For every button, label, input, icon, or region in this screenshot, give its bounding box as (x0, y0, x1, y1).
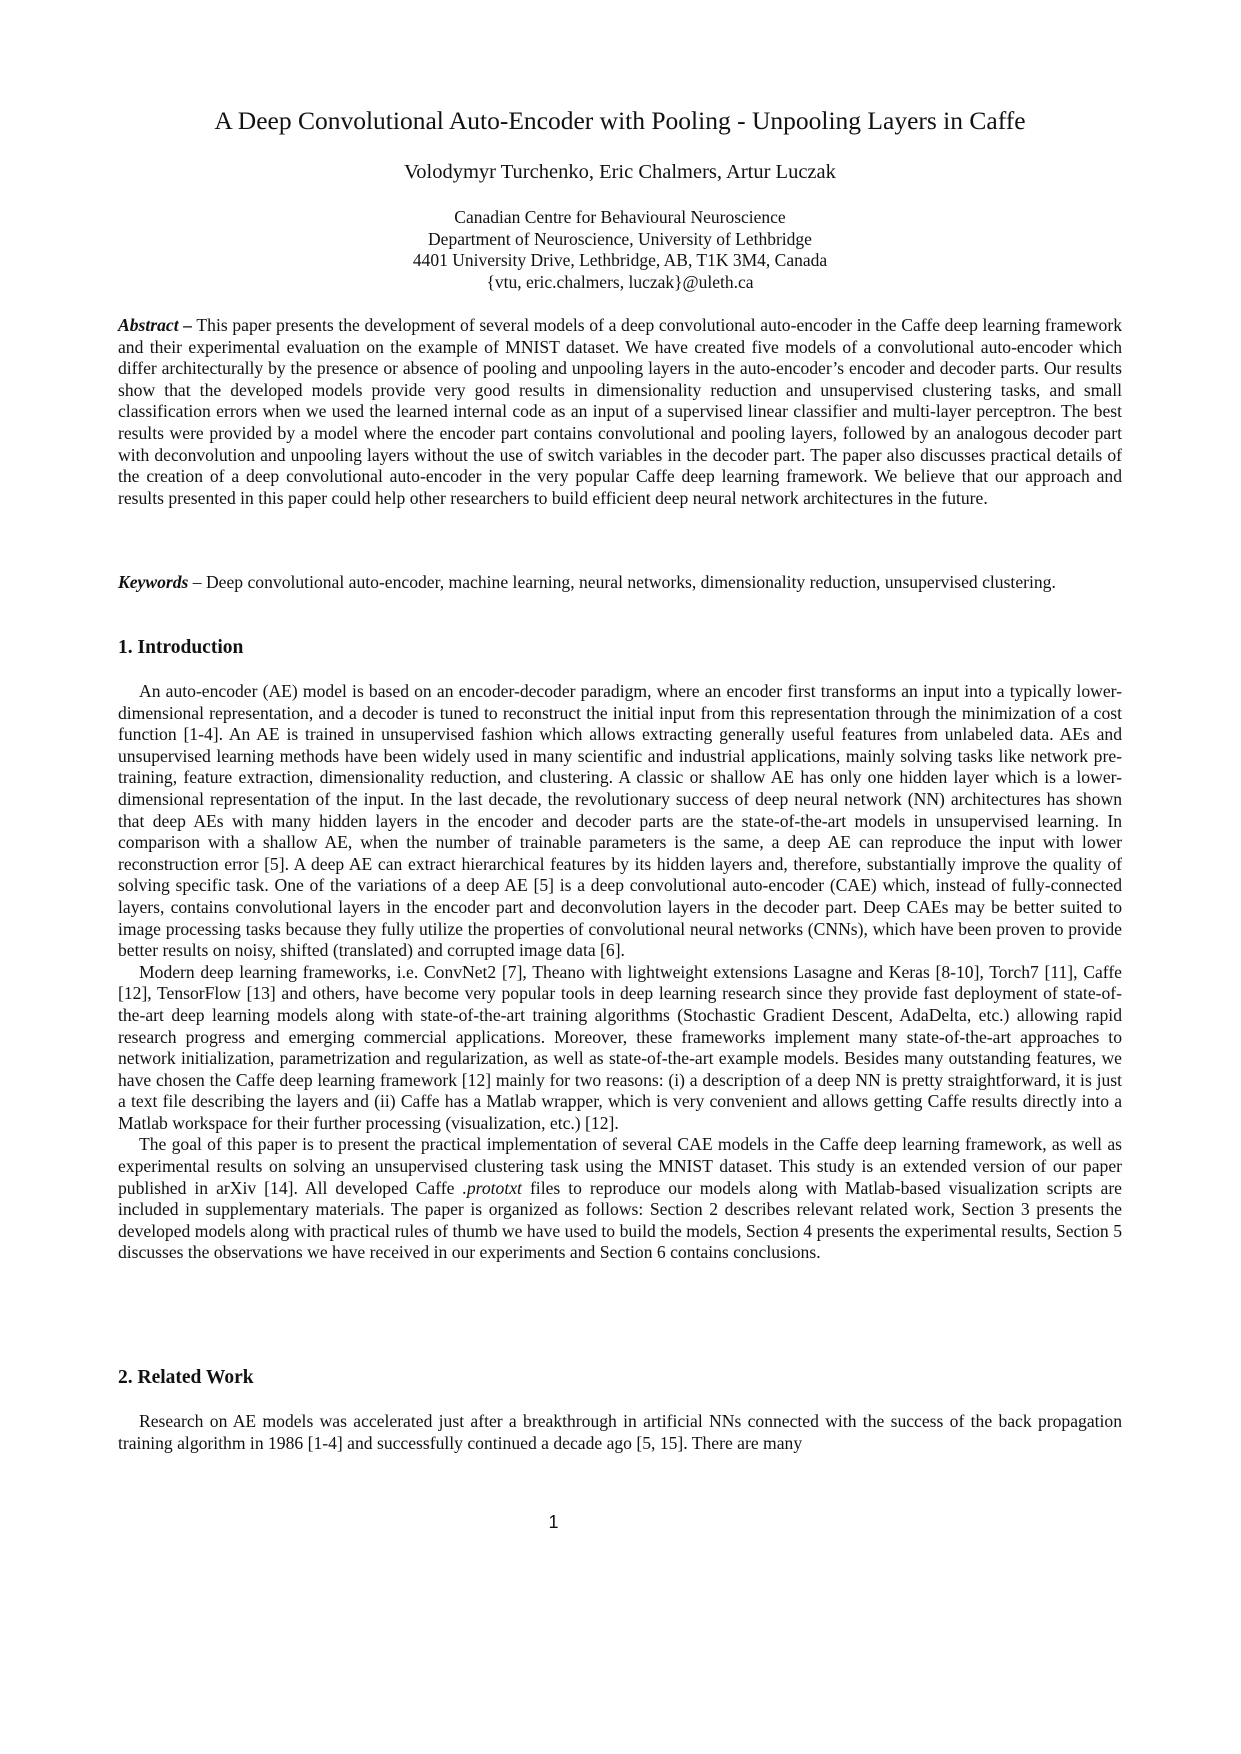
abstract (118, 315, 1122, 509)
abstract-label: Abstract – (118, 315, 193, 335)
file-extension: .prototxt (462, 1177, 522, 1198)
keywords-text: – Deep convolutional auto-encoder, machine learning, neural networks, dimensionality reduction, unsupervised clustering. (192, 572, 1056, 592)
paragraph: Modern deep learning frameworks, i.e. ConvNet2 [7], Theano with lightweight extensions Lasagne and Keras [8-10], Torch7 [11], Caffe [12], TensorFlow [13] and others, have become very popular tools in deep learning research since they provide fast deployment of state-of-the-art deep learning models along with state-of-the-art training algorithms (Stochastic Gradient Descent, AdaDelta, etc.) allowing rapid research progress and emerging commercial applications. Moreover, these frameworks implement many state-of-the-art approaches to network initialization, parametrization and regularization, as well as state-of-the-art example models. Besides many outstanding features, we have chosen the Caffe deep learning framework [12] mainly for two reasons: (i) a description of a deep NN is pretty straightforward, it is just a text file describing the layers and (ii) Caffe has a Matlab wrapper, which is very convenient and allows getting Caffe results directly into a Matlab workspace for their further processing (visualization, etc.) [12]. (118, 961, 1122, 1133)
affiliation-line: Department of Neuroscience, University of Lethbridge (428, 228, 812, 249)
paragraph: An auto-encoder (AE) model is based on an encoder-decoder paradigm, where an encoder first transforms an input into a typically lower-dimensional representation, and a decoder is tuned to reconstruct the initial input from this representation through the minimization of a cost function [1-4]. An AE is trained in unsupervised fashion which allows extracting generally useful features from unlabeled data. AEs and unsupervised learning methods have been widely used in many scientific and industrial applications, mainly solving tasks like network pre-training, feature extraction, dimensionality reduction, and clustering. A classic or shallow AE has only one hidden layer which is a lower-dimensional representation of the input. In the last decade, the revolutionary success of deep neural network (NN) architectures has shown that deep AEs with many hidden layers in the encoder and decoder parts are the state-of-the-art models in unsupervised learning. In comparison with a shallow AE, when the number of trainable parameters is the same, a deep AE can reproduce the input with lower reconstruction error [5]. A deep AE can extract hierarchical features by its hidden layers and, therefore, substantially improve the quality of solving specific task. One of the variations of a deep AE [5] is a deep convolutional auto-encoder (CAE) which, instead of fully-connected layers, contains convolutional layers in the encoder part and deconvolution layers in the decoder part. Deep CAEs may be better suited to image processing tasks because they fully utilize the properties of convolutional neural networks (CNNs), which have been proven to provide better results on noisy, shifted (translated) and corrupted image data [6]. (118, 681, 1122, 961)
affiliation-line: 4401 University Drive, Lethbridge, AB, T1K 3M4, Canada (412, 250, 828, 271)
paragraph-text: The goal of this paper is to present the practical implementation of several CAE models in the Caffe deep learning framework, as well as experimental results on solving an unsupervised clustering task using the MNIST dataset. This study is an extended version of our paper published in arXiv [14]. All developed Caffe (118, 1134, 1122, 1198)
section-heading-introduction: 1. Introduction (118, 637, 244, 658)
author-emails: {vtu, eric.chalmers, luczak}@uleth.ca (486, 271, 754, 292)
paragraph (118, 1134, 1122, 1264)
introduction-body (118, 681, 1122, 1264)
related-work-body (118, 1411, 1122, 1454)
paper-title: A Deep Convolutional Auto-Encoder with Pooling - Unpooling Layers in Caffe (214, 106, 1026, 135)
keywords-label: Keywords (118, 572, 189, 592)
abstract-text: This paper presents the development of several models of a deep convolutional auto-encoder in the Caffe deep learning framework and their experimental evaluation on the example of MNIST dataset. We have created five models of a convolutional auto-encoder which differ architecturally by the presence or absence of pooling and unpooling layers in the auto-encoder’s encoder and decoder parts. Our results show that the developed models provide very good results in dimensionality reduction and unsupervised clustering tasks, and small classification errors when we used the learned internal code as an input of a supervised linear classifier and multi-layer perceptron. The best results were provided by a model where the encoder part contains convolutional and pooling layers, followed by an analogous decoder part with deconvolution and unpooling layers without the use of switch variables in the decoder part. The paper also discusses practical details of the creation of a deep convolutional auto-encoder in the very popular Caffe deep learning framework. We believe that our approach and results presented in this paper could help other researchers to build efficient deep neural network architectures in the future. (118, 315, 1122, 508)
section-heading-related-work: 2. Related Work (118, 1367, 254, 1388)
page-number: 1 (548, 1512, 559, 1532)
affiliation (118, 207, 1122, 293)
author-list: Volodymyr Turchenko, Eric Chalmers, Artur Luczak (404, 161, 836, 183)
paragraph-text: files to reproduce our models along with Matlab-based visualization scripts are included in supplementary materials. The paper is organized as follows: Section 2 describes relevant related work, Section 3 presents the developed models along with practical rules of thumb we have used to build the models, Section 4 presents the experimental results, Section 5 discusses the observations we have received in our experiments and Section 6 contains conclusions. (118, 1177, 1122, 1263)
keywords (118, 572, 1122, 594)
paragraph: Research on AE models was accelerated just after a breakthrough in artificial NNs connected with the success of the back propagation training algorithm in 1986 [1-4] and successfully continued a decade ago [5, 15]. There are many (118, 1411, 1122, 1453)
affiliation-line: Canadian Centre for Behavioural Neuroscience (454, 207, 786, 227)
